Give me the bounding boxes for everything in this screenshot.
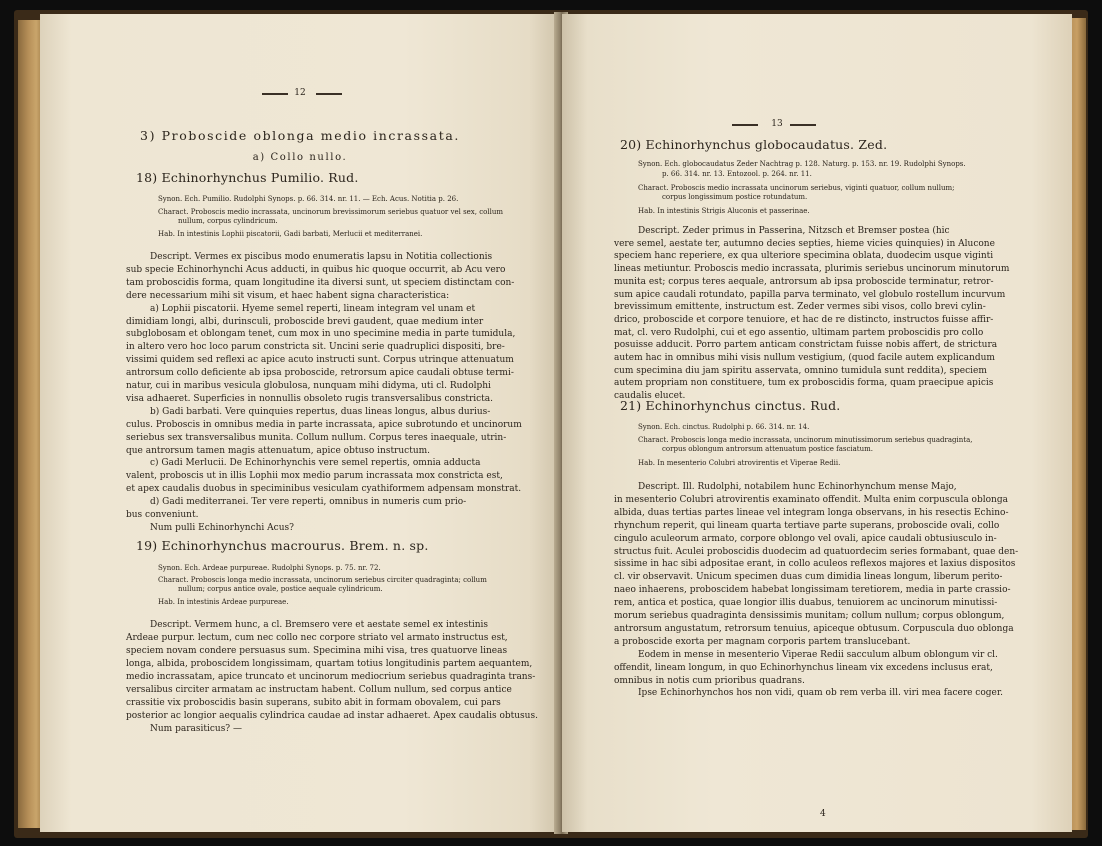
entry-20-charact: corpus longissimum postice rotundatum. xyxy=(662,193,808,201)
description-line: sub specie Echinorhynchi Acus adducti, in quibus hic quoque occurrit, ab Acu vero xyxy=(126,264,506,275)
entry-21-charact: Charact. Proboscis longa medio incrassata, uncinorum minutissimorum seriebus quadraginta, xyxy=(638,436,973,444)
description-line: rem, antica et postica, quae longior illis duabus, tenuiorem ac uncinorum minutissi- xyxy=(614,598,998,609)
description-line: subglobosam et oblongam tenet, cum mox in uno specimine media in parte tumidula, xyxy=(126,329,516,340)
description-line: Ardeae purpur. lectum, cum nec collo nec corpore striato vel armato instructus est, xyxy=(126,633,508,643)
entry-18-charact: Charact. Proboscis medio incrassata, uncinorum brevissimorum seriebus quatuor vel sex, collum xyxy=(158,208,503,216)
description-line: sum apice caudali rotundato, papilla parva terminato, vel globulo rostellum incurvum xyxy=(614,289,1006,300)
description-line: b) Gadi barbati. Vere quinquies repertus, duas lineas longus, albus durius- xyxy=(150,406,491,417)
description-line: dere necessarium mihi sit visum, et haec habent signa characteristica: xyxy=(126,290,450,301)
description-line: sissime in hac sibi adpositae erant, in collo aculeos reflexos majores et laxius dispositos xyxy=(614,559,1016,570)
entry-20-charact: Charact. Proboscis medio incrassata uncinorum seriebus, viginti quatuor, collum nullum; xyxy=(638,184,955,192)
description-line: mat, cl. vero Rudolphi, cui et ego assentio, ultimam partem proboscidis pro collo xyxy=(614,327,984,338)
entry-18-synon: Synon. Ech. Pumilio. Rudolphi Synops. p. 66. 314. nr. 11. — Ech. Acus. Notitia p. 26. xyxy=(158,195,459,203)
description-line: posuisse adducit. Porro partem anticam constrictam fuisse nobis affert, de strictura xyxy=(614,340,998,351)
description-line: c) Gadi Merlucii. De Echinorhynchis vere semel repertis, omnia adducta xyxy=(150,458,481,469)
entry-19-charact: Charact. Proboscis longa medio incrassata, uncinorum seriebus circiter quadraginta; collum xyxy=(158,576,487,584)
description-line: medio incrassatam, apice truncato et uncinorum mediocrium seriebus quadraginta trans- xyxy=(126,672,536,682)
entry-21-title: 21) Echinorhynchus cinctus. Rud. xyxy=(620,398,841,413)
description-line: speciem hanc reperiere, ex qua ulteriore specimina oblata, duodecim usque viginti xyxy=(614,251,994,262)
entry-19-hab: Hab. In intestinis Ardeae purpureae. xyxy=(158,598,289,606)
description-line: structus fuit. Aculei proboscidis duodecim ad quatuordecim series formabant, quae den- xyxy=(614,546,1019,557)
description-line: Eodem in mense in mesenterio Viperae Redii sacculum album oblongum vir cl. xyxy=(638,649,998,660)
description-line: cl. vir observavit. Unicum specimen duas cum dimidia lineas longum, liberum perito- xyxy=(614,572,1003,583)
left-page xyxy=(40,14,560,832)
description-line: offendit, lineam longum, in quo Echinorhynchus lineam vix excedens inclusus erat, xyxy=(614,662,993,673)
entry-21-charact: corpus oblongum antrorsum attenuatum postice fasciatum. xyxy=(662,445,873,453)
description-line: autem hac in omnibus mihi visis nullum vestigium, (quod facile autem explicandum xyxy=(614,353,995,363)
description-line: que antrorsum tamen magis attenuatum, apice obtuso instructum. xyxy=(126,445,431,456)
description-line: crassitie vix proboscidis basin superans, subito abit in formam obovalem, cui pars xyxy=(126,698,501,708)
entry-19-title: 19) Echinorhynchus macrourus. Brem. n. sp. xyxy=(136,538,429,553)
description-line: a) Lophii piscatorii. Hyeme semel reperti, lineam integram vel unam et xyxy=(150,303,476,314)
page-number: 12 xyxy=(294,88,306,98)
description-line: in altero vero hoc loco parum constricta sit. Uncini serie quadruplici dispositi, bre- xyxy=(126,342,505,353)
description-line: antrorsum angustatum, retrorsum tenuius, apiceque obtusum. Corpuscula duo oblonga xyxy=(614,623,1014,634)
description-line: Ipse Echinorhynchos hos non vidi, quam ob rem verba ill. viri mea facere coger. xyxy=(638,688,1004,699)
description-line: brevissimum emittente, instructum est. Zeder vermes sibi visos, collo brevi cylin- xyxy=(614,302,986,313)
entry-18-hab: Hab. In intestinis Lophii piscatorii, Gadi barbati, Merlucii et mediterranei. xyxy=(158,230,423,238)
ornament-rule-right xyxy=(316,93,342,95)
entry-21-synon: Synon. Ech. cinctus. Rudolphi p. 66. 314. nr. 14. xyxy=(638,423,810,431)
description-line: versalibus circiter armatam ac instructam habent. Collum nullum, sed corpus antice xyxy=(126,685,512,695)
description-line: Num pulli Echinorhynchi Acus? xyxy=(150,522,294,533)
description-line: seriebus sex transversalibus munita. Collum nullum. Corpus teres inaequale, utrin- xyxy=(126,432,507,443)
signature-mark: 4 xyxy=(820,809,826,819)
description-line: visa adhaeret. Superficies in nonnullis obsoleto rugis transversalibus constricta. xyxy=(126,393,494,404)
entry-20-title: 20) Echinorhynchus globocaudatus. Zed. xyxy=(620,137,888,152)
ornament-rule-right xyxy=(790,124,816,126)
description-line: morum seriebus quadraginta densissimis munitam; collum nullum; corpus oblongum, xyxy=(614,611,1005,621)
subsection-heading: a) Collo nullo. xyxy=(252,152,348,163)
description-line: tam proboscidis forma, quam longitudine ita diversi sunt, ut speciem distinctam con- xyxy=(126,277,515,288)
description-line: a proboscide exorta per magnam corporis partem translucebant. xyxy=(614,636,911,647)
description-line: vere semel, aestate ter, autumno decies septies, hieme vicies quinquies) in Alucone xyxy=(614,238,995,249)
description-line: vissimi quidem sed reflexi ac apice acuto instructi sunt. Corpus utrinque attenuatum xyxy=(126,355,514,366)
description-line: natur, cui in maribus vesicula globulosa, nunquam mihi didyma, uti cl. Rudolphi xyxy=(126,381,491,391)
description-line: longa, albida, proboscidem longissimam, quartam totius longitudinis partem aequantem, xyxy=(126,659,533,669)
description-line: culus. Proboscis in omnibus media in parte incrassata, apice subrotundo et uncinorum xyxy=(126,419,522,430)
description-line: omnibus in notis cum prioribus quadrans. xyxy=(614,675,805,686)
description-line: cum specimina diu jam spiritu asservata, omnino tumidula sunt reddita), speciem xyxy=(614,365,987,376)
entry-20-synon: Synon. Ech. globocaudatus Zeder Nachtrag p. 128. Naturg. p. 153. nr. 19. Rudolphi Synops. xyxy=(638,160,966,168)
description-line: Num parasiticus? — xyxy=(150,724,242,734)
entry-19-charact: nullum; corpus antice ovale, postice aequale cylindricum. xyxy=(178,585,383,593)
entry-21-hab: Hab. In mesenterio Colubri atrovirentis et Viperae Redii. xyxy=(638,459,841,467)
description-line: Descript. Vermem hunc, a cl. Bremsero vere et aestate semel ex intestinis xyxy=(150,620,488,630)
description-line: albida, duas tertias partes lineae vel integram longa observans, in his resectis Echino- xyxy=(614,507,1009,518)
description-line: dimidiam longi, albi, durinsculi, proboscide brevi gaudent, quae medium inter xyxy=(126,316,484,327)
description-line: caudalis elucet. xyxy=(614,391,686,402)
description-line: d) Gadi mediterranei. Ter vere reperti, omnibus in numeris cum prio- xyxy=(150,497,467,508)
description-line: autem propriam non constituere, tum ex proboscidis forma, quam praecipue apicis xyxy=(614,378,994,389)
description-line: in mesenterio Colubri atrovirentis examinato offendit. Multa enim corpuscula oblonga xyxy=(614,494,1008,505)
right-page xyxy=(562,14,1072,832)
description-line: drico, proboscide et corpore tenuiore, et hac de re distincto, instructos fuisse affir- xyxy=(614,314,994,325)
page-number: 13 xyxy=(771,119,783,129)
description-line: et apex caudalis duobus in speciminibus vesiculam cyathiformem adpensam monstrat. xyxy=(126,484,522,495)
description-line: valent, proboscis ut in illis Lophii mox medio parum incrassata mox constricta est, xyxy=(126,471,503,482)
description-line: posterior ac longior aequalis cylindrica caudae ad instar adhaeret. Apex caudalis obtusus. xyxy=(126,711,538,721)
description-line: Descript. Vermes ex piscibus modo enumeratis lapsu in Notitia collectionis xyxy=(150,252,493,262)
description-line: Descript. Zeder primus in Passerina, Nitzsch et Bremser postea (hic xyxy=(638,226,950,236)
description-line: Descript. Ill. Rudolphi, notabilem hunc Echinorhynchum mense Majo, xyxy=(638,482,957,492)
description-line: bus conveniunt. xyxy=(126,510,199,520)
description-line: rhynchum reperit, qui lineam quarta tertiave parte superans, proboscide ovali, collo xyxy=(614,520,1000,531)
section-heading: 3) Proboscide oblonga medio incrassata. xyxy=(140,128,460,143)
description-line: munita est; corpus teres aequale, antrorsum ab ipsa proboscide terminatur, retror- xyxy=(614,276,994,287)
entry-20-synon: p. 66. 314. nr. 13. Entozool. p. 264. nr. 11. xyxy=(662,170,812,178)
entry-19-synon: Synon. Ech. Ardeae purpureae. Rudolphi Synops. p. 75. nr. 72. xyxy=(158,564,381,572)
description-line: naeo inhaerens, proboscidem habebat longissimam teretiorem, media in parte crassio- xyxy=(614,585,1011,596)
description-line: speciem novam condere persuasus sum. Specimina mihi visa, tres quatuorve lineas xyxy=(126,646,508,656)
entry-18-charact: nullum, corpus cylindricum. xyxy=(178,217,278,225)
entry-20-hab: Hab. In intestinis Strigis Aluconis et passerinae. xyxy=(638,207,810,215)
description-line: lineas metiuntur. Proboscis medio incrassata, plurimis seriebus uncinorum minutorum xyxy=(614,264,1010,275)
entry-18-title: 18) Echinorhynchus Pumilio. Rud. xyxy=(136,170,359,185)
description-line: cingulo aculeorum armato, corpore oblongo vel ovali, apice caudali obtusiusculo in- xyxy=(614,533,997,544)
description-line: antrorsum collo deficiente ab ipsa proboscide, retrorsum apice caudali obtuse termi- xyxy=(126,368,514,379)
